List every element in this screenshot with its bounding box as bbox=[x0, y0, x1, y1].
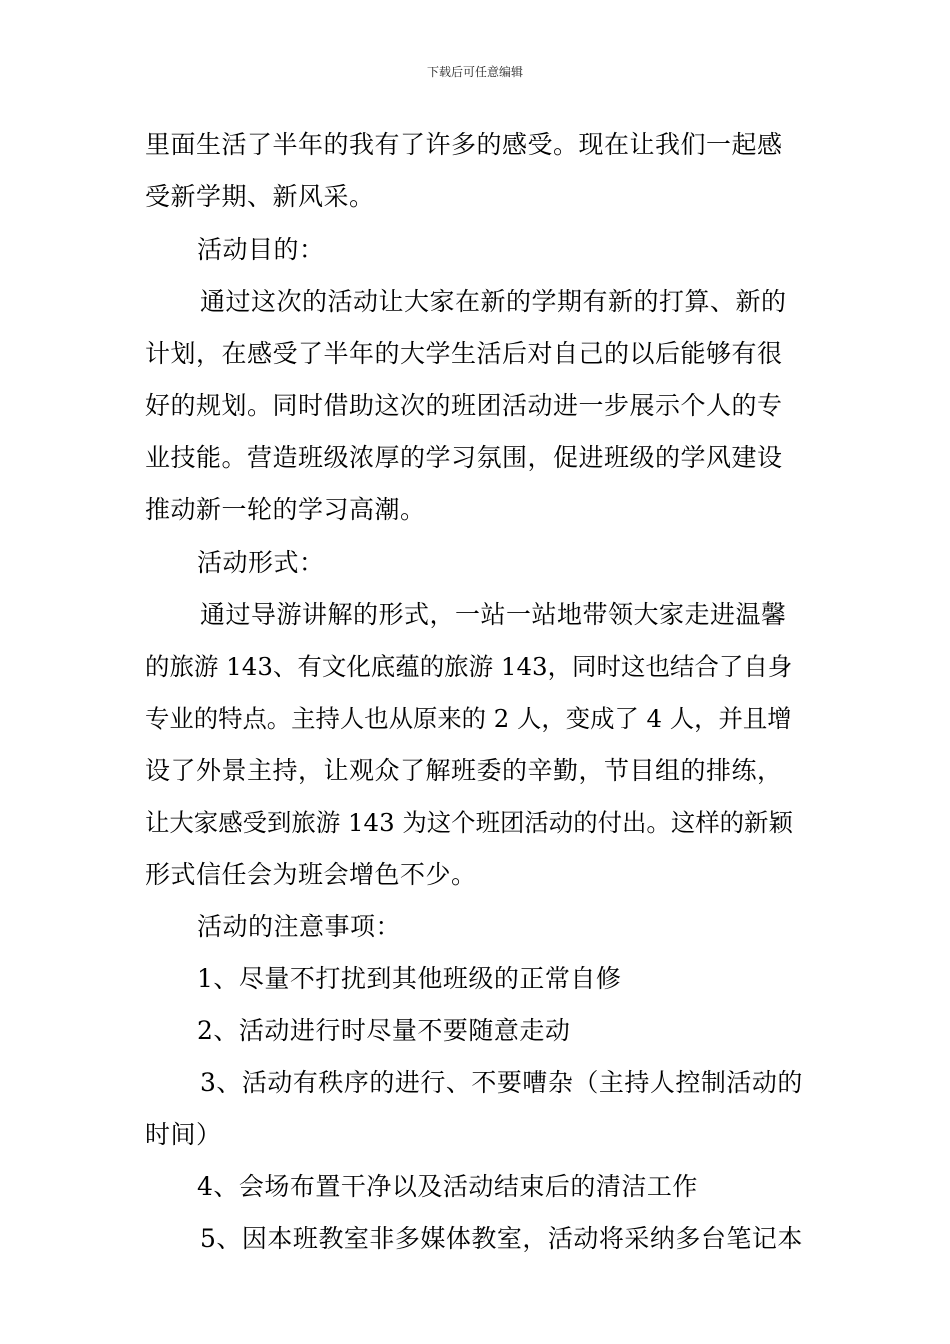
text-line: 好的规划。同时借助这次的班团活动进一步展示个人的专 bbox=[145, 391, 783, 420]
text-line: 里面生活了半年的我有了许多的感受。现在让我们一起感 bbox=[145, 130, 783, 159]
text-line: 3、活动有秩序的进行、不要嘈杂（主持人控制活动的 bbox=[200, 1068, 803, 1097]
text-line: 通过导游讲解的形式，一站一站地带领大家走进温馨 bbox=[200, 600, 787, 629]
text-line: 1、尽量不打扰到其他班级的正常自修 bbox=[197, 964, 622, 993]
text-line: 的旅游 143、有文化底蕴的旅游 143，同时这也结合了自身 bbox=[145, 652, 793, 681]
text-line: 让大家感受到旅游 143 为这个班团活动的付出。这样的新颖 bbox=[145, 808, 793, 837]
text-line: 2、活动进行时尽量不要随意走动 bbox=[197, 1016, 571, 1045]
text-line: 形式信任会为班会增色不少。 bbox=[145, 860, 477, 889]
page-header: 下载后可任意编辑 bbox=[426, 65, 523, 79]
text-line: 专业的特点。主持人也从原来的 2 人，变成了 4 人，并且增 bbox=[145, 704, 792, 733]
text-line: 业技能。营造班级浓厚的学习氛围，促进班级的学风建设 bbox=[145, 443, 783, 472]
text-line: 活动目的： bbox=[197, 235, 325, 264]
text-line: 通过这次的活动让大家在新的学期有新的打算、新的 bbox=[200, 287, 787, 316]
text-line: 计划，在感受了半年的大学生活后对自己的以后能够有很 bbox=[145, 339, 783, 368]
text-line: 活动的注意事项： bbox=[197, 912, 402, 941]
text-line: 5、因本班教室非多媒体教室，活动将采纳多台笔记本 bbox=[200, 1224, 803, 1253]
text-line: 4、会场布置干净以及活动结束后的清洁工作 bbox=[197, 1172, 698, 1201]
text-line: 推动新一轮的学习高潮。 bbox=[145, 495, 426, 524]
text-line: 受新学期、新风采。 bbox=[145, 182, 375, 211]
text-line: 活动形式： bbox=[197, 548, 325, 577]
text-line: 设了外景主持，让观众了解班委的辛勤，节目组的排练， bbox=[145, 756, 783, 785]
text-line: 时间） bbox=[145, 1120, 222, 1149]
